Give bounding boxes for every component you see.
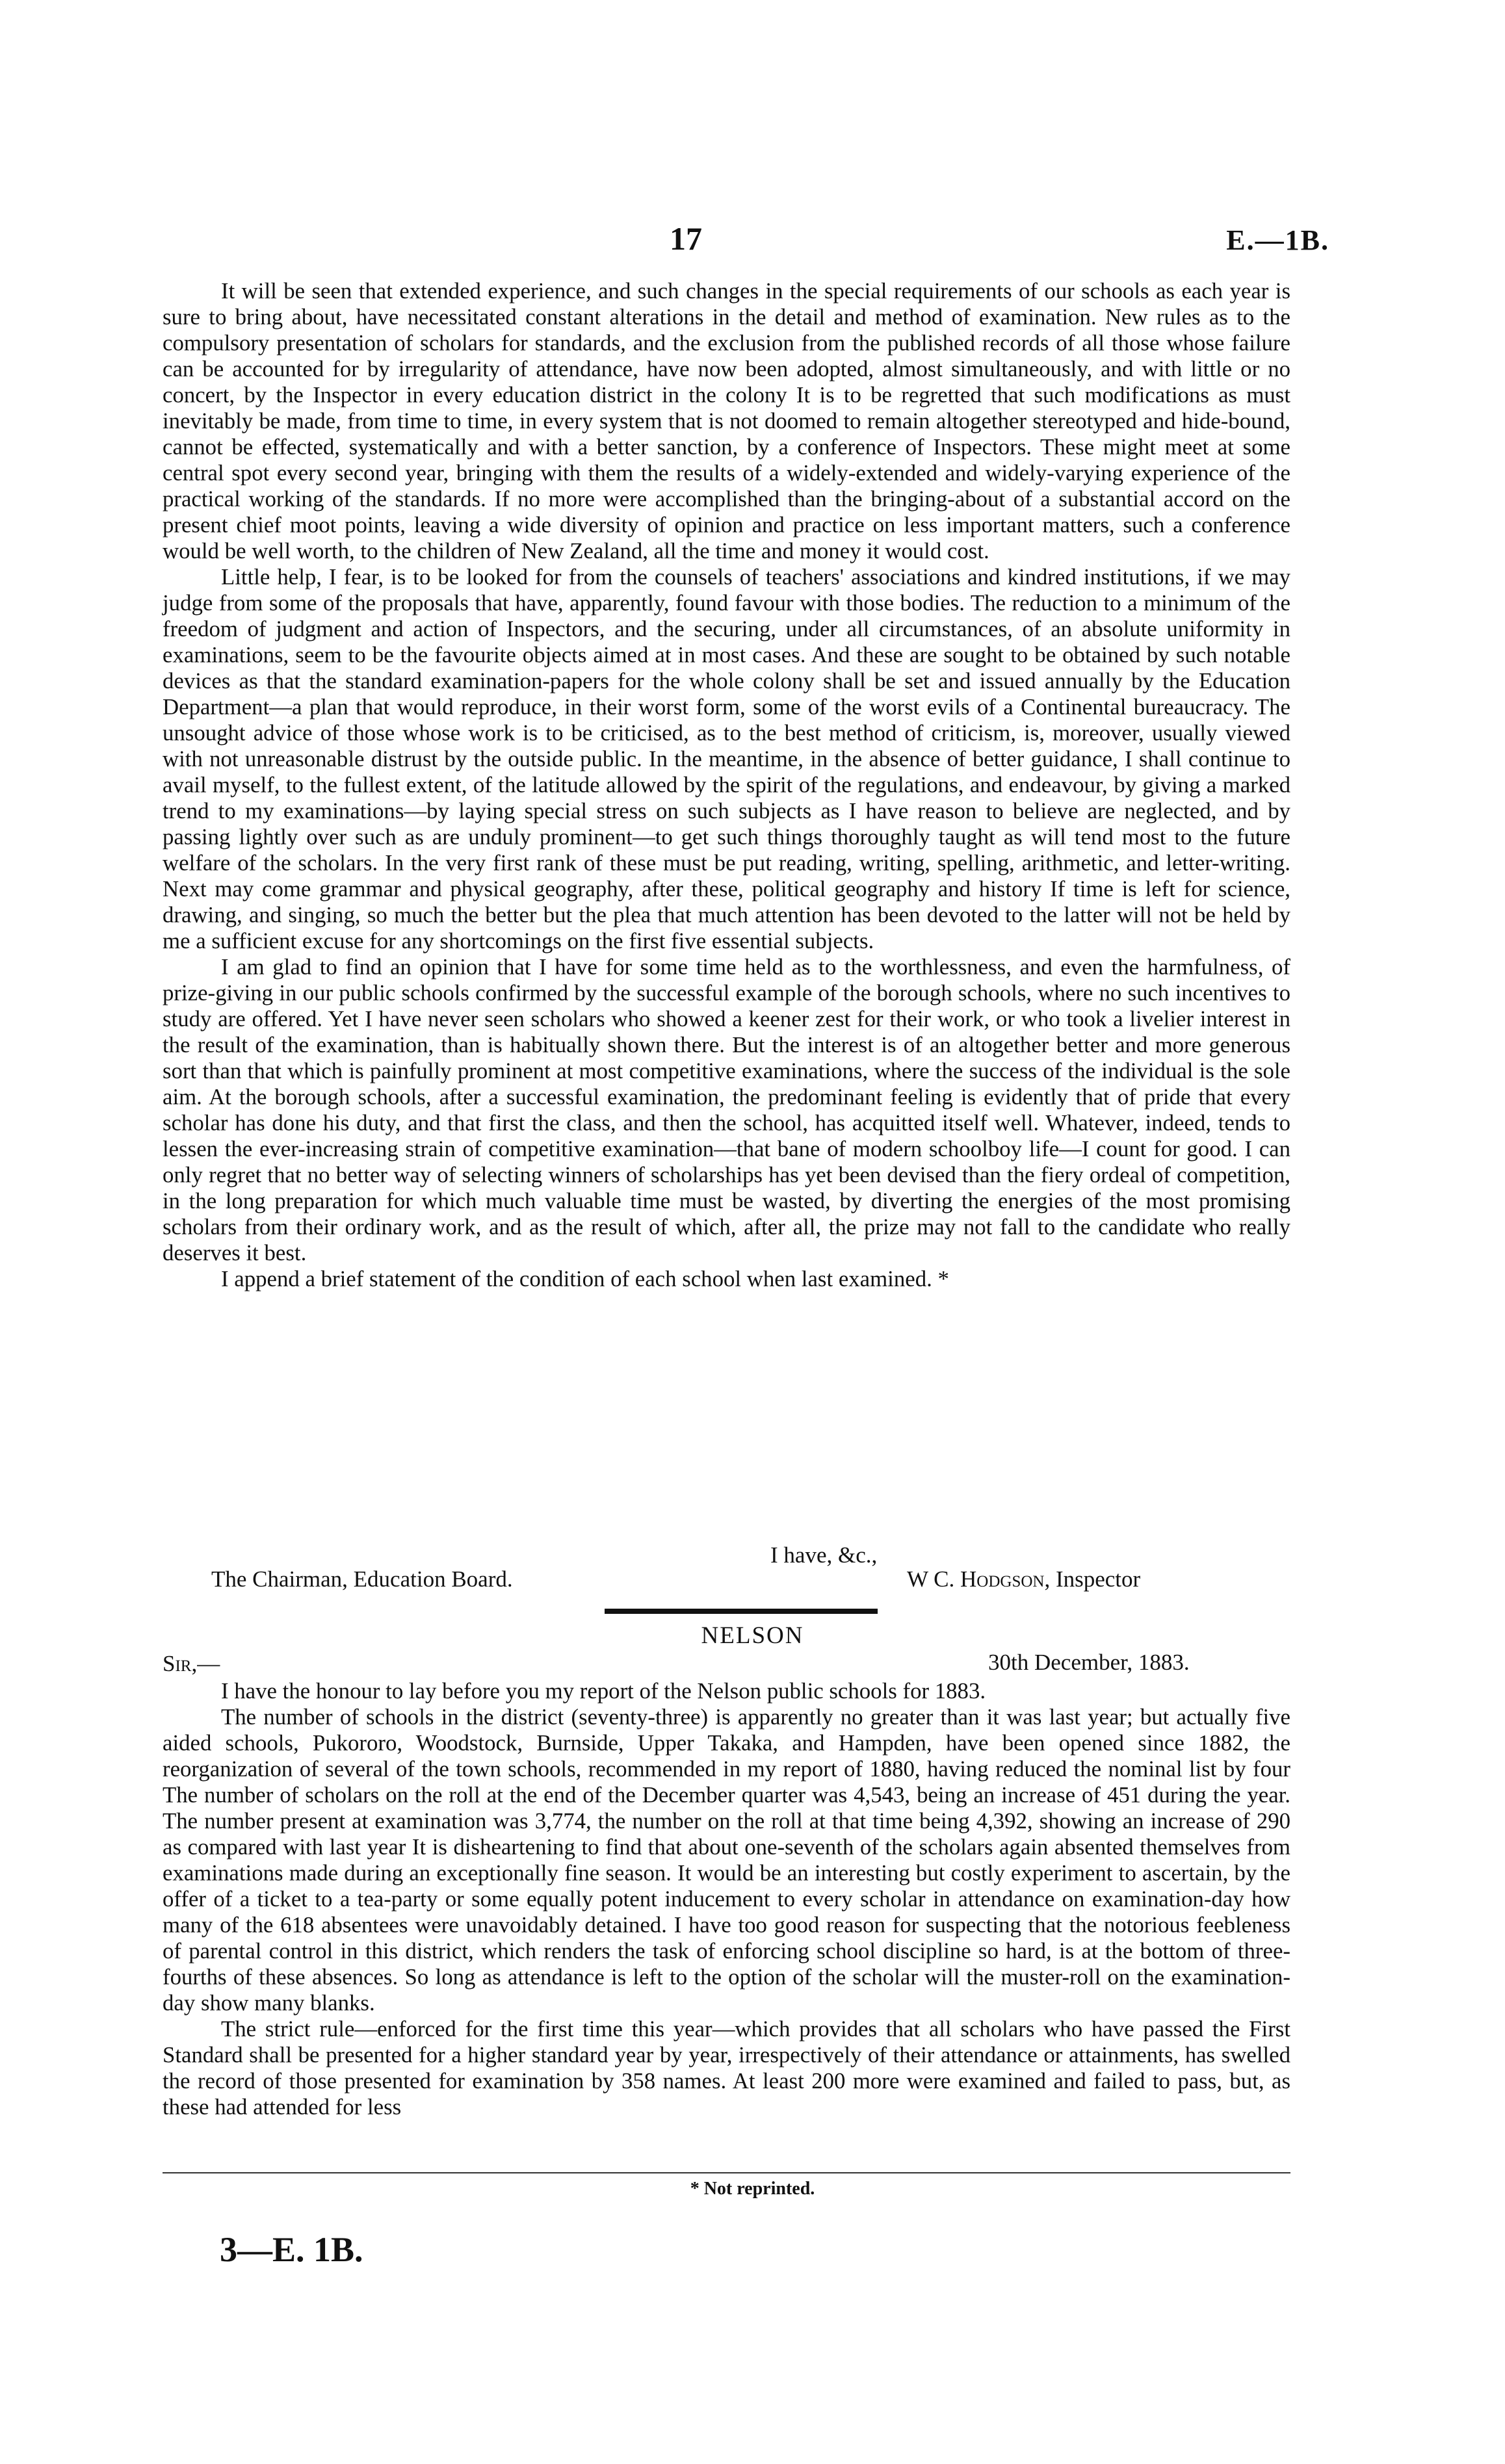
paragraph: I have the honour to lay before you my report of the Nelson public schools for 1883. bbox=[221, 1678, 986, 1704]
signature bbox=[907, 1566, 1505, 1592]
footer-reference: 3—E. 1B. bbox=[220, 2230, 363, 2269]
footnote: * Not reprinted. bbox=[690, 2179, 815, 2199]
salutation: Sir,— bbox=[163, 1651, 220, 1676]
addressee: The Chairman, Education Board. bbox=[211, 1566, 513, 1592]
page-header bbox=[163, 220, 1329, 265]
nelson-report-body bbox=[163, 1678, 1290, 2120]
section-title: NELSON bbox=[701, 1622, 804, 1649]
section-divider bbox=[605, 1609, 878, 1614]
signature-initials: W C. bbox=[907, 1566, 955, 1592]
paragraph: Little help, I fear, is to be looked for from the counsels of teachers' associations and kindred institutions, if we may judge from some of the proposals that have, apparently, found favour with those bodies. The reduction to a minimum of the freedom of judgment and action of Inspectors, and the securing, under all circumstances, of an absolute uniformity in examinations, seem to be the favourite objects aimed at in most cases. And these are sought to be obtained by such notable devices as that the standard examination-papers for the whole colony shall be set and issued annually by the Education Department—a plan that would reproduce, in their worst form, some of the worst evils of a Continental bureaucracy. The unsought advice of those whose work is to be criticised, as to the best method of criticism, is, moreover, usually viewed with not unreasonable distrust by the outside public. In the meantime, in the absence of better guidance, I shall continue to avail myself, to the fullest extent, of the latitude allowed by the spirit of the regulations, and endeavour, by giving a marked trend to my examinations—by laying special stress on such subjects as I have reason to believe are neglected, and by passing lightly over such as are unduly prominent—to get such things thoroughly taught as will tend most to the future welfare of the scholars. In the very first rank of these must be put reading, writing, spelling, arithmetic, and letter-writing. Next may come grammar and physical geography, after these, political geography and history If time is left for science, drawing, and singing, so much the better but the plea that much attention has been devoted to the latter will not be held by me a sufficient excuse for any shortcomings on the first five essential subjects. bbox=[163, 564, 1290, 953]
closing-line: I have, &c., bbox=[770, 1542, 878, 1568]
footnote-rule bbox=[163, 2172, 1290, 2173]
signature-title: , Inspector bbox=[1044, 1566, 1141, 1592]
page-number: 17 bbox=[670, 220, 702, 257]
paragraph: It will be seen that extended experience, and such changes in the special requirements of our schools as each year is sure to bring about, have necessitated constant alterations in the detail and method of examination. New rules as to the compulsory presentation of scholars for standards, and the exclusion from the published records of all those whose failure can be accounted for by irregularity of attendance, have now been adopted, almost simultaneously, and with little or no concert, by the Inspector in every education district in the colony It is to be regretted that such modifications as must inevitably be made, from time to time, in every system that is not doomed to remain altogether stereotyped and hide-bound, cannot be effected, systematically and with a better sanction, by a conference of Inspectors. These might meet at some central spot every second year, bringing with them the results of a widely-extended and widely-varying experience of the practical working of the standards. If no more were accomplished than the bringing-about of a substantial accord on the present chief moot points, leaving a wide diversity of opinion and practice on less important matters, such a conference would be well worth, to the children of New Zealand, all the time and money it would cost. bbox=[163, 278, 1290, 564]
paragraph: The number of schools in the district (seventy-three) is apparently no greater than it was last year; but actually five aided schools, Pukororo, Woodstock, Burnside, Upper Takaka, and Hampden, have been opened since 1882, the reorganization of several of the town schools, recommended in my report of 1880, having reduced the nominal list by four The number of scholars on the roll at the end of the December quarter was 4,543, being an increase of 451 during the year. The number present at examination was 3,774, the number on the roll at that time being 4,392, showing an increase of 290 as compared with last year It is disheartening to find that about one-seventh of the scholars again absented themselves from examinations made during an exceptionally fine season. It would be an interesting but costly experiment to ascertain, by the offer of a ticket to a tea-party or some equally potent inducement to every scholar in attendance on examination-day how many of the 618 absentees were unavoidably detained. I have too good reason for suspecting that the notorious feebleness of parental control in this district, which renders the task of enforcing school discipline so hard, is at the bottom of three-fourths of these absences. So long as attendance is left to the option of the scholar will the muster-roll on the examination-day show many blanks. bbox=[163, 1704, 1290, 2016]
signature-name: Hodgson bbox=[960, 1566, 1045, 1592]
paragraph: The strict rule—enforced for the first time this year—which provides that all scholars who have passed the First Standard shall be presented for a higher standard year by year, irrespectively of their attendance or attainments, has swelled the record of those presented for examination by 358 names. At least 200 more were examined and failed to pass, but, as these had attended for less bbox=[163, 2016, 1290, 2120]
document-reference: E.—1B. bbox=[1226, 224, 1329, 256]
report-date: 30th December, 1883. bbox=[988, 1650, 1190, 1675]
inspector-report-body bbox=[163, 278, 1290, 1292]
paragraph: I append a brief statement of the condition of each school when last examined. * bbox=[221, 1266, 949, 1291]
paragraph: I am glad to find an opinion that I have for some time held as to the worthlessness, and even the harmfulness, of prize-giving in our public schools confirmed by the successful example of the borough schools, where no such incentives to study are offered. Yet I have never seen scholars who showed a keener zest for their work, or who took a livelier interest in the result of the examination, than is habitually shown there. But the interest is of an altogether better and more generous sort than that which is painfully prominent at most competitive examinations, where the success of the individual is the sole aim. At the borough schools, after a successful examination, the predominant feeling is evidently that of pride that every scholar has done his duty, and that first the class, and then the school, has acquitted itself well. Whatever, indeed, tends to lessen the ever-increasing strain of competitive examination—that bane of modern schoolboy life—I count for good. I can only regret that no better way of selecting winners of scholarships has yet been devised than the fiery ordeal of competition, in the long preparation for which much valuable time must be wasted, by diverting the energies of the most promising scholars from their ordinary work, and as the result of which, after all, the prize may not fall to the candidate who really deserves it best. bbox=[163, 954, 1290, 1265]
